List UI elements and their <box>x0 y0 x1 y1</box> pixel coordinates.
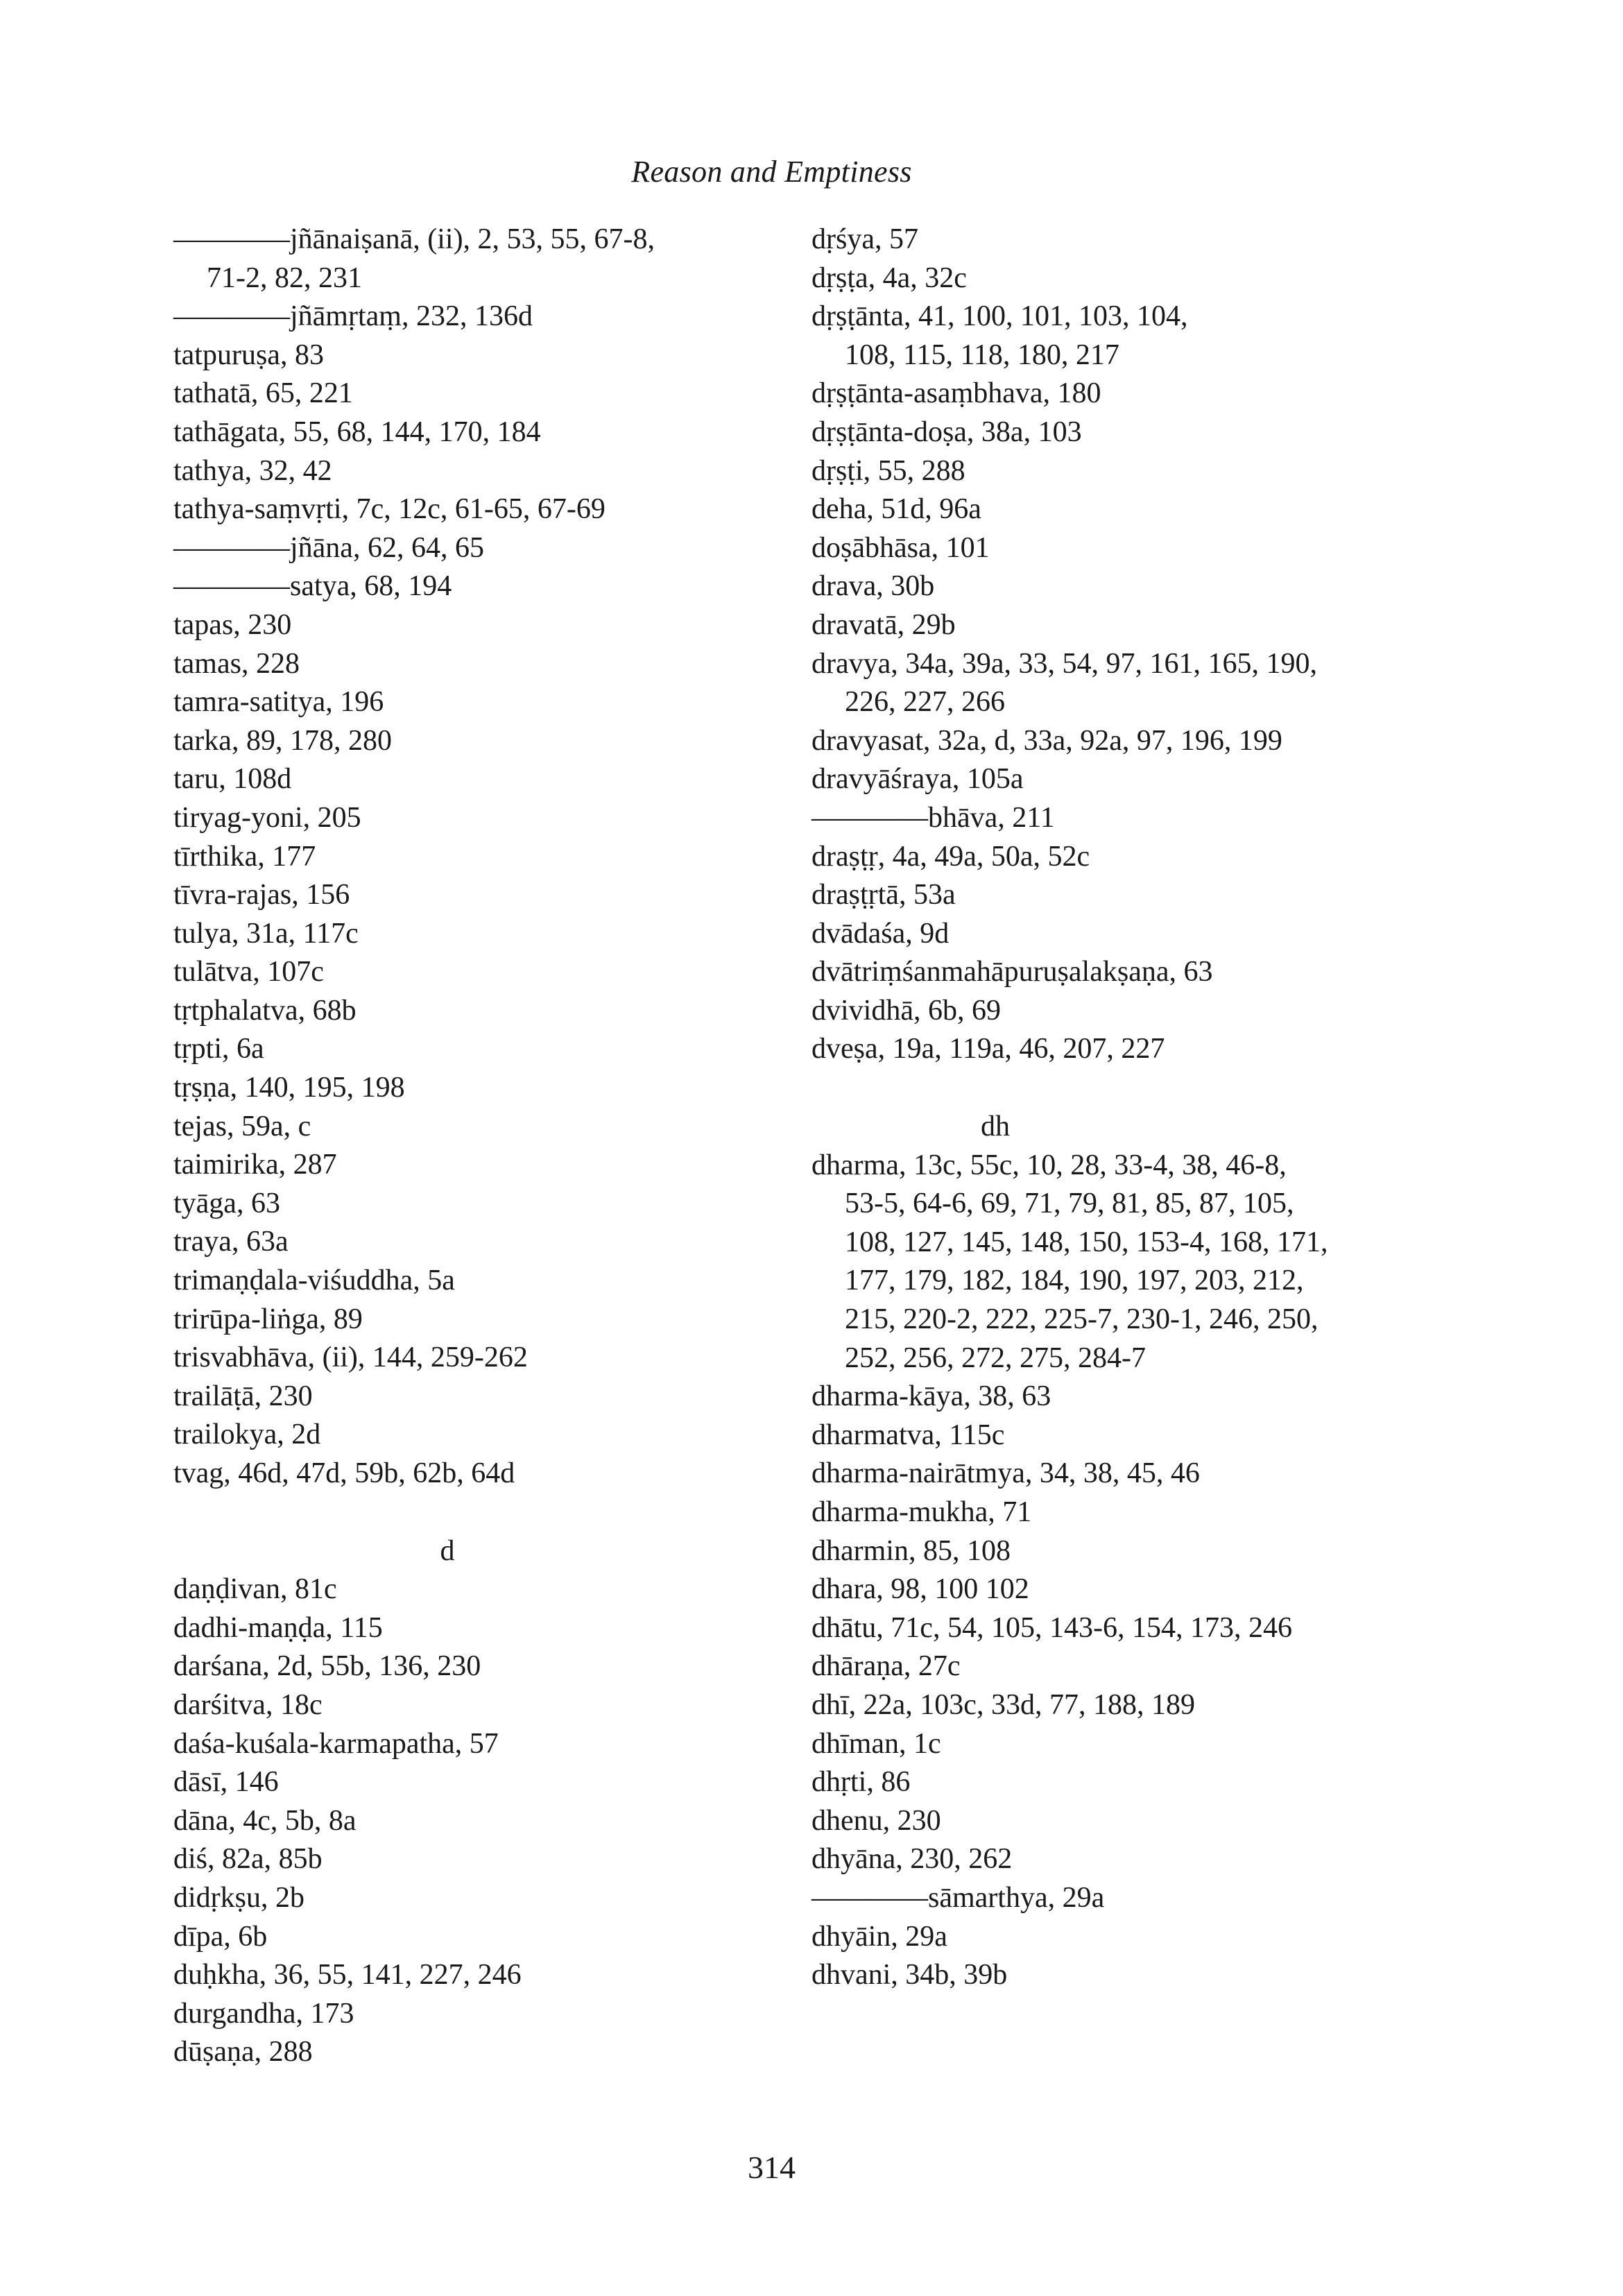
index-entry-text: dāsī, 146 <box>173 1766 279 1799</box>
index-entry <box>812 1686 1505 1725</box>
index-entry <box>173 2033 798 2072</box>
index-entry-text: durgandha, 173 <box>173 1997 354 2030</box>
index-entry-text: dravya, 34a, 39a, 33, 54, 97, 161, 165, 190, <box>812 647 1318 680</box>
index-entry <box>173 645 798 684</box>
index-entry <box>812 452 1505 491</box>
index-entry-text: daṇḍivan, 81c <box>173 1573 337 1606</box>
index-entry-text: dāna, 4c, 5b, 8a <box>173 1804 357 1837</box>
index-entry-text: tiryag-yoni, 205 <box>173 801 361 834</box>
index-entry-text: trimaṇḍala-viśuddha, 5a <box>173 1265 455 1297</box>
index-entry-text: dhenu, 230 <box>812 1804 941 1837</box>
index-entry <box>173 1301 798 1339</box>
index-entry-text: dharma-mukha, 71 <box>812 1496 1032 1528</box>
index-entry <box>812 722 1505 761</box>
index-entry <box>173 760 798 799</box>
index-entry-text: drava, 30b <box>812 570 935 603</box>
index-entry <box>173 490 798 529</box>
index-entry-text: dṛṣṭānta, 41, 100, 101, 103, 104, <box>812 300 1188 333</box>
index-entry-text: dūṣaṇa, 288 <box>173 2036 313 2068</box>
index-entry-text: tarka, 89, 178, 280 <box>173 724 392 757</box>
index-entry <box>812 992 1505 1031</box>
index-entry-text: daśa-kuśala-karmapatha, 57 <box>173 1727 499 1760</box>
index-entries-d <box>173 1570 798 2072</box>
index-entry <box>173 298 798 336</box>
index-entry <box>173 992 798 1031</box>
index-entry <box>173 1185 798 1224</box>
index-entry-text: diś, 82a, 85b <box>173 1843 323 1876</box>
index-entry <box>812 1147 1505 1378</box>
index-entry <box>173 1378 798 1416</box>
index-entry-text: dṛṣṭānta-asaṃbhava, 180 <box>812 377 1101 410</box>
index-entry-text: dṛṣṭa, 4a, 32c <box>812 262 967 294</box>
index-entry <box>812 799 1505 838</box>
index-entry <box>173 1879 798 1918</box>
index-entry-text: dṛṣṭi, 55, 288 <box>812 454 965 487</box>
index-entry <box>173 1686 798 1725</box>
section-heading-d: d <box>440 1534 455 1567</box>
index-entry-text: dravyāśraya, 105a <box>812 763 1024 796</box>
index-entry <box>812 1030 1505 1069</box>
index-entry-text: tathatā, 65, 221 <box>173 377 353 410</box>
index-entry-text: dhyāna, 230, 262 <box>812 1843 1013 1876</box>
index-entry <box>812 1840 1505 1879</box>
index-entry-text: tīrthika, 177 <box>173 840 316 873</box>
index-entry-text: tulātva, 107c <box>173 956 324 988</box>
index-entry-text: dhara, 98, 100 102 <box>812 1573 1029 1606</box>
index-entry-text: taru, 108d <box>173 763 292 796</box>
index-entry-text: dharma-nairātmya, 34, 38, 45, 46 <box>812 1457 1200 1490</box>
index-entry <box>812 1416 1505 1455</box>
index-entry <box>812 915 1505 954</box>
index-entry-continuation: 215, 220-2, 222, 225-7, 230-1, 246, 250, <box>845 1303 1319 1336</box>
index-entry <box>812 1918 1505 1957</box>
index-entry <box>812 1532 1505 1571</box>
index-entry-text: duḥkha, 36, 55, 141, 227, 246 <box>173 1959 522 1991</box>
index-entry-continuation: 252, 256, 272, 275, 284-7 <box>845 1342 1146 1374</box>
index-entry-text: tulya, 31a, 117c <box>173 917 359 950</box>
index-entry <box>812 760 1505 799</box>
index-entry-text: dharmin, 85, 108 <box>812 1534 1011 1567</box>
index-entry <box>812 375 1505 413</box>
index-entry <box>173 1146 798 1185</box>
index-entry <box>812 1455 1505 1493</box>
index-entry-text: dravatā, 29b <box>812 608 956 641</box>
index-entry <box>173 529 798 568</box>
index-entries-dh <box>812 1147 1505 1995</box>
index-entry-text: taimirika, 287 <box>173 1149 337 1181</box>
page-number: 314 <box>748 2150 796 2185</box>
index-entry-text: tathya, 32, 42 <box>173 454 332 487</box>
index-entry <box>173 1840 798 1879</box>
index-entry <box>812 1956 1505 1995</box>
index-entry-text: darśitva, 18c <box>173 1688 323 1721</box>
index-entry <box>173 915 798 954</box>
index-entry-continuation: 108, 127, 145, 148, 150, 153-4, 168, 171, <box>845 1226 1328 1258</box>
index-entry <box>173 1609 798 1648</box>
index-entry <box>812 259 1505 298</box>
index-entry <box>173 799 798 838</box>
index-entry-text: ————jñāna, 62, 64, 65 <box>173 531 484 564</box>
index-entry-text: dhī, 22a, 103c, 33d, 77, 188, 189 <box>812 1688 1195 1721</box>
index-entry <box>173 452 798 491</box>
index-entry <box>173 221 798 298</box>
index-entry <box>812 1570 1505 1609</box>
index-entry <box>812 1378 1505 1416</box>
index-entry-text: tapas, 230 <box>173 608 292 641</box>
index-entry-text: dharmatva, 115c <box>812 1419 1005 1451</box>
index-entry-text: ————sāmarthya, 29a <box>812 1881 1105 1914</box>
index-entry <box>173 722 798 761</box>
index-entry <box>173 683 798 722</box>
index-entry <box>173 336 798 375</box>
index-entry-text: didṛkṣu, 2b <box>173 1881 304 1914</box>
index-entry <box>812 529 1505 568</box>
index-entry-text: tamas, 228 <box>173 647 300 680</box>
index-entry-text: tamra-satitya, 196 <box>173 686 384 719</box>
index-entry-continuation: 226, 227, 266 <box>845 686 1005 719</box>
index-entry-text: ————jñānaiṣanā, (ii), 2, 53, 55, 67-8, <box>173 223 655 255</box>
index-entry <box>173 953 798 992</box>
index-entry <box>173 1725 798 1764</box>
index-entry-continuation: 177, 179, 182, 184, 190, 197, 203, 212, <box>845 1265 1304 1297</box>
index-entry <box>812 876 1505 915</box>
index-entry <box>812 1609 1505 1648</box>
index-entry-text: tvag, 46d, 47d, 59b, 62b, 64d <box>173 1457 515 1489</box>
index-entry-text: tejas, 59a, c <box>173 1110 311 1142</box>
index-entry-text: dvividhā, 6b, 69 <box>812 994 1001 1027</box>
index-entry-text: dvātriṃśanmahāpuruṣalakṣaṇa, 63 <box>812 956 1213 988</box>
index-entry-text: dhvani, 34b, 39b <box>812 1959 1008 1991</box>
index-column-right <box>812 221 1505 1995</box>
index-entry-text: tathya-saṃvṛti, 7c, 12c, 61-65, 67-69 <box>173 493 606 526</box>
index-entry <box>812 413 1505 452</box>
index-entry-text: trailāṭā, 230 <box>173 1380 313 1412</box>
index-entry-text: dhātu, 71c, 54, 105, 143-6, 154, 173, 246 <box>812 1611 1292 1644</box>
index-entry-text: tatpuruṣa, 83 <box>173 339 324 371</box>
index-entry-text: tathāgata, 55, 68, 144, 170, 184 <box>173 415 541 448</box>
index-entry-text: dravyasat, 32a, d, 33a, 92a, 97, 196, 199 <box>812 724 1282 757</box>
index-entry-text: ————satya, 68, 194 <box>173 570 452 603</box>
index-entry <box>173 413 798 452</box>
index-entry-text: tyāga, 63 <box>173 1187 280 1219</box>
index-entry-text: dhāraṇa, 27c <box>812 1650 961 1683</box>
index-entry-text: trirūpa-liṅga, 89 <box>173 1303 363 1335</box>
index-entry <box>812 953 1505 992</box>
index-entry-text: dvādaśa, 9d <box>812 917 950 950</box>
index-entry-text: dveṣa, 19a, 119a, 46, 207, 227 <box>812 1033 1165 1065</box>
index-entry-text: trisvabhāva, (ii), 144, 259-262 <box>173 1342 528 1374</box>
index-entry <box>173 1956 798 1995</box>
index-entry-text: dadhi-maṇḍa, 115 <box>173 1611 383 1644</box>
index-entry <box>173 606 798 645</box>
index-entries-t <box>173 221 798 1493</box>
index-entry <box>812 1725 1505 1764</box>
index-entry-text: tṛṣṇa, 140, 195, 198 <box>173 1072 405 1104</box>
index-entry <box>812 298 1505 375</box>
index-entry-continuation: 53-5, 64-6, 69, 71, 79, 81, 85, 87, 105, <box>845 1188 1294 1220</box>
index-entry <box>812 1647 1505 1686</box>
index-entry <box>812 1879 1505 1918</box>
index-entry-text: dṛśya, 57 <box>812 223 918 255</box>
section-heading-dh: dh <box>981 1111 1010 1143</box>
index-entry <box>812 1763 1505 1802</box>
index-entry <box>812 1802 1505 1841</box>
index-entry <box>173 1223 798 1262</box>
index-entry <box>812 1493 1505 1532</box>
index-entry-text: doṣābhāsa, 101 <box>812 531 990 564</box>
index-entry <box>173 838 798 877</box>
index-entry <box>173 375 798 413</box>
index-entry-text: dṛṣṭānta-doṣa, 38a, 103 <box>812 415 1082 448</box>
index-entry-text: tṛtphalatva, 68b <box>173 994 357 1027</box>
index-entry-text: trailokya, 2d <box>173 1419 321 1451</box>
index-entry-text: dharma-kāya, 38, 63 <box>812 1380 1051 1413</box>
index-entry-text: dīpa, 6b <box>173 1920 268 1953</box>
index-entry-text: dhīman, 1c <box>812 1727 941 1760</box>
index-entry-text: draṣṭṛtā, 53a <box>812 879 956 911</box>
index-entry <box>812 606 1505 645</box>
index-entry <box>173 1455 798 1493</box>
index-entry <box>812 645 1505 722</box>
index-entries-d-continued <box>812 221 1505 1069</box>
index-entry <box>173 1416 798 1455</box>
index-entry-continuation: 71-2, 82, 231 <box>207 262 362 294</box>
index-entry <box>173 1262 798 1301</box>
index-entry-text: dhṛti, 86 <box>812 1766 911 1799</box>
index-entry-text: traya, 63a <box>173 1226 289 1258</box>
index-entry <box>173 1570 798 1609</box>
index-entry-continuation: 108, 115, 118, 180, 217 <box>845 339 1119 371</box>
index-entry-text: ————jñāmṛtaṃ, 232, 136d <box>173 300 533 333</box>
index-entry <box>173 1763 798 1802</box>
index-entry <box>173 1995 798 2034</box>
index-entry-text: tṛpti, 6a <box>173 1033 264 1065</box>
index-column-left <box>173 221 798 2072</box>
index-entry <box>173 1030 798 1069</box>
index-entry <box>173 876 798 915</box>
index-entry <box>173 1918 798 1957</box>
index-entry-text: deha, 51d, 96a <box>812 493 981 526</box>
index-entry <box>173 1069 798 1108</box>
index-entry <box>812 221 1505 259</box>
index-entry <box>812 567 1505 606</box>
index-entry <box>173 1802 798 1841</box>
index-entry <box>173 567 798 606</box>
index-entry <box>812 490 1505 529</box>
index-entry-text: dharma, 13c, 55c, 10, 28, 33-4, 38, 46-8, <box>812 1149 1287 1181</box>
index-entry-text: darśana, 2d, 55b, 136, 230 <box>173 1650 481 1683</box>
running-header: Reason and Emptiness <box>631 155 912 189</box>
index-entry <box>173 1647 798 1686</box>
index-entry <box>173 1339 798 1378</box>
index-entry-text: dhyāin, 29a <box>812 1920 947 1953</box>
index-entry-text: draṣṭṛ, 4a, 49a, 50a, 52c <box>812 840 1090 873</box>
index-entry <box>173 1108 798 1147</box>
index-entry-text: ————bhāva, 211 <box>812 801 1055 834</box>
index-entry <box>812 838 1505 877</box>
index-entry-text: tīvra-rajas, 156 <box>173 879 350 911</box>
